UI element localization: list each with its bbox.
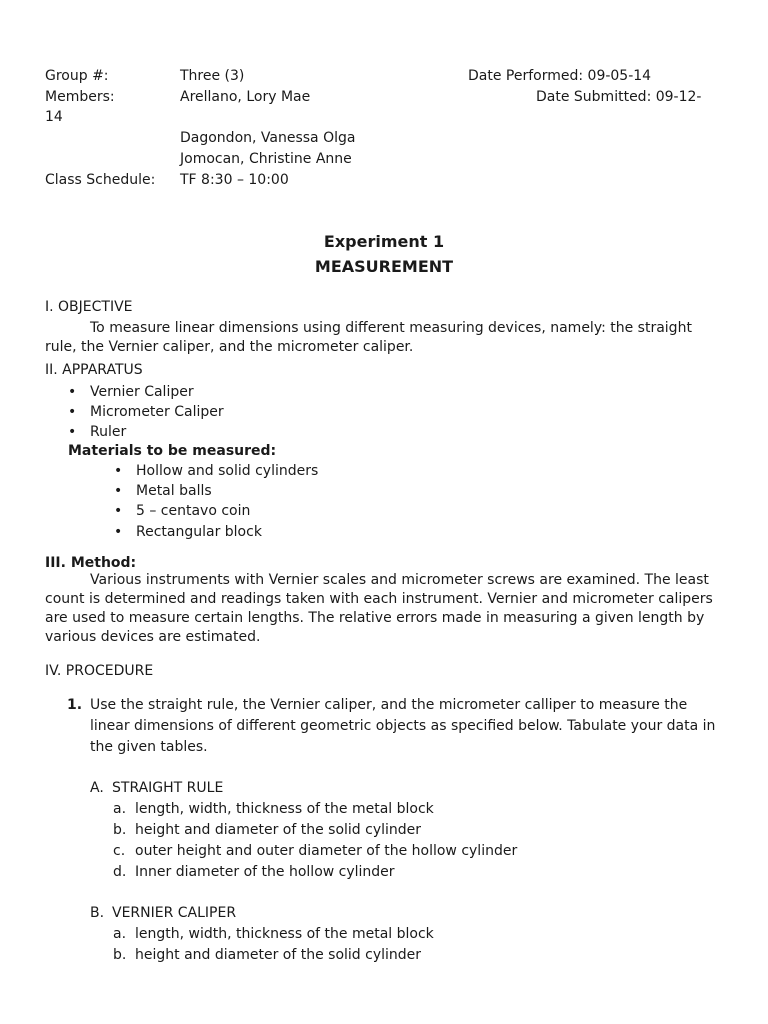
- section-b-heading: B. VERNIER CALIPER: [90, 905, 237, 921]
- step-1-text: Use the straight rule, the Vernier caliper, and the micrometer calliper to measure the linear dimensions of different geometric objects as specified below. Tabulate your data in the given tables.: [90, 697, 716, 755]
- group-value: Three (3): [180, 68, 245, 84]
- list-item: b. height and diameter of the solid cylinder: [113, 947, 422, 963]
- method-text: Various instruments with Vernier scales and micrometer screws are examined. The least count is determined and readings taken with each instrument. Vernier and micrometer calipers are used to measure certain lengths. The relative errors made in measuring a given length by various devices are estimated.: [45, 572, 713, 645]
- member-3: Jomocan, Christine Anne: [180, 151, 352, 167]
- objective-heading: I. OBJECTIVE: [45, 299, 133, 315]
- member-2: Dagondon, Vanessa Olga: [180, 130, 356, 146]
- list-item: • 5 – centavo coin: [114, 503, 251, 519]
- list-item: a. length, width, thickness of the metal block: [113, 926, 434, 942]
- list-item: • Metal balls: [114, 483, 212, 499]
- section-a-heading: A. STRAIGHT RULE: [90, 780, 224, 796]
- member-1: Arellano, Lory Mae: [180, 89, 311, 105]
- experiment-subtitle: MEASUREMENT: [314, 257, 454, 276]
- members-label: Members:: [45, 89, 115, 105]
- list-item: a. length, width, thickness of the metal block: [113, 801, 434, 817]
- date-submitted: Date Submitted: 09-12-: [536, 89, 702, 105]
- date-performed: Date Performed: 09-05-14: [468, 68, 652, 84]
- objective-text: To measure linear dimensions using different measuring devices, namely: the straight rule, the Vernier caliper, and the micrometer caliper.: [45, 320, 692, 355]
- list-item: • Vernier Caliper: [68, 384, 194, 400]
- list-item: c. outer height and outer diameter of the hollow cylinder: [113, 843, 518, 859]
- method-heading: III. Method:: [45, 555, 137, 571]
- list-item: • Micrometer Caliper: [68, 404, 224, 420]
- list-item: d. Inner diameter of the hollow cylinder: [113, 864, 395, 880]
- list-item: • Hollow and solid cylinders: [114, 463, 319, 479]
- step-number: 1.: [67, 697, 83, 713]
- group-label: Group #:: [45, 68, 109, 84]
- list-item: b. height and diameter of the solid cylinder: [113, 822, 422, 838]
- materials-heading: Materials to be measured:: [68, 443, 277, 459]
- list-item: • Rectangular block: [114, 524, 262, 540]
- date-submitted-wrap: 14: [45, 109, 63, 125]
- schedule-value: TF 8:30 – 10:00: [180, 172, 289, 188]
- procedure-heading: IV. PROCEDURE: [45, 663, 154, 679]
- experiment-title: Experiment 1: [323, 232, 445, 251]
- schedule-label: Class Schedule:: [45, 172, 156, 188]
- apparatus-heading: II. APPARATUS: [45, 362, 143, 378]
- list-item: • Ruler: [68, 424, 127, 440]
